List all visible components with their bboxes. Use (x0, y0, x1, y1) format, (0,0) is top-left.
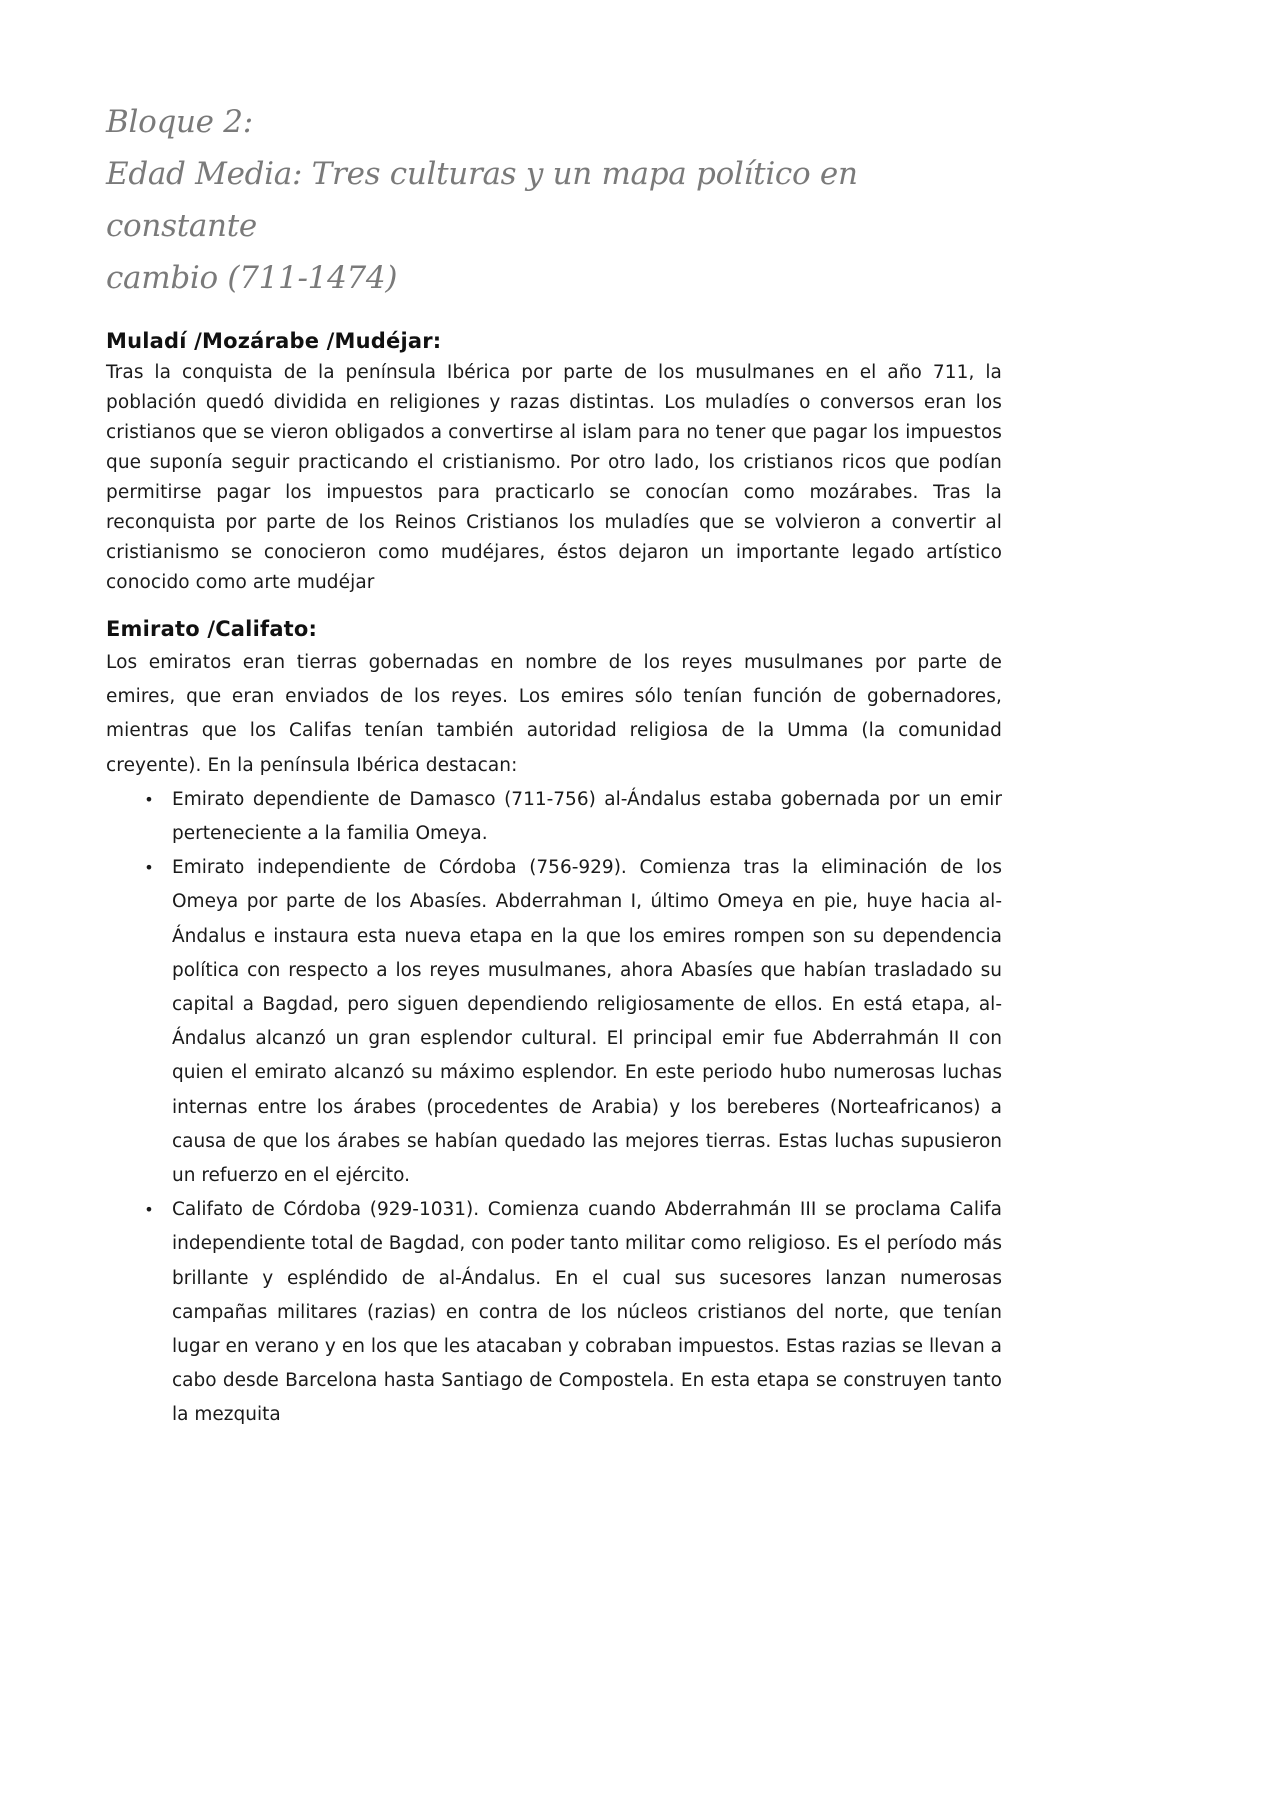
bullet-icon: • (144, 1200, 154, 1220)
list-item-text: Califato de Córdoba (929-1031). Comienza cuando Abderrahmán III se proclama Califa independiente total de Bagdad, con poder tanto militar como religioso. Es el período más brillante y espléndido de al-Ándalus. En el cual sus sucesores lanzan numerosas campañas militares (razias) en contra de los núcleos cristianos del norte, que tenían lugar en verano y en los que les atacaban y cobraban impuestos. Estas razias se llevan a cabo desde Barcelona hasta Santiago de Compostela. En esta etapa se construyen tanto la mezquita (172, 1199, 1002, 1426)
section-paragraph: Los emiratos eran tierras gobernadas en nombre de los reyes musulmanes por parte de emires, que eran enviados de los reyes. Los emires sólo tenían función de gobernadores, mientras que los Califas tenían también autoridad religiosa de la Umma (la comunidad creyente). En la península Ibérica destacan: (106, 652, 1002, 776)
title-line-2: Edad Media: Tres culturas y un mapa político en constante (106, 156, 858, 244)
bullet-icon: • (144, 789, 154, 809)
section-paragraph: Tras la conquista de la península Ibérica por parte de los musulmanes en el año 711, la población quedó dividida en religiones y razas distintas. Los muladíes o conversos eran los cristianos que se vieron obligados a convertirse al islam para no tener que pagar los impuestos que suponía seguir practicando el cristianismo. Por otro lado, los cristianos ricos que podían permitirse pagar los impuestos para practicarlo se conocían como mozárabes. Tras la reconquista por parte de los Reinos Cristianos los muladíes que se volvieron a convertir al cristianismo se conocieron como mudéjares, éstos dejaron un importante legado artístico conocido como arte mudéjar (106, 362, 1002, 593)
section-emirato-califato (106, 612, 1002, 1433)
title-line-1: Bloque 2: (106, 104, 253, 140)
section-heading: Muladí /Mozárabe /Mudéjar: (106, 329, 442, 353)
list-item (144, 851, 1002, 1193)
list-item-text: Emirato dependiente de Damasco (711-756) al-Ándalus estaba gobernada por un emir perteneciente a la familia Omeya. (172, 788, 1002, 845)
list-item-text: Emirato independiente de Córdoba (756-929). Comienza tras la eliminación de los Omeya por parte de los Abasíes. Abderrahman I, último Omeya en pie, huye hacia al-Ándalus e instaura esta nueva etapa en la que los emires rompen son su dependencia política con respecto a los reyes musulmanes, ahora Abasíes que habían trasladado su capital a Bagdad, pero siguen dependiendo religiosamente de ellos. En está etapa, al-Ándalus alcanzó un gran esplendor cultural. El principal emir fue Abderrahmán II con quien el emirato alcanzó su máximo esplendor. En este periodo hubo numerosas luchas internas entre los árabes (procedentes de Arabia) y los bereberes (Norteafricanos) a causa de que los árabes se habían quedado las mejores tierras. Estas luchas supusieron un refuerzo en el ejército. (172, 857, 1002, 1187)
section-heading: Emirato /Califato: (106, 617, 318, 641)
title-line-3: cambio (711-1474) (106, 260, 398, 296)
bullet-list (106, 783, 1002, 1433)
document-page (106, 96, 1002, 1433)
bullet-icon: • (144, 858, 154, 878)
list-item (144, 1193, 1002, 1432)
list-item (144, 783, 1002, 851)
page-title (106, 96, 1002, 304)
section-muladi-mozarabe-mudejar (106, 324, 1002, 598)
